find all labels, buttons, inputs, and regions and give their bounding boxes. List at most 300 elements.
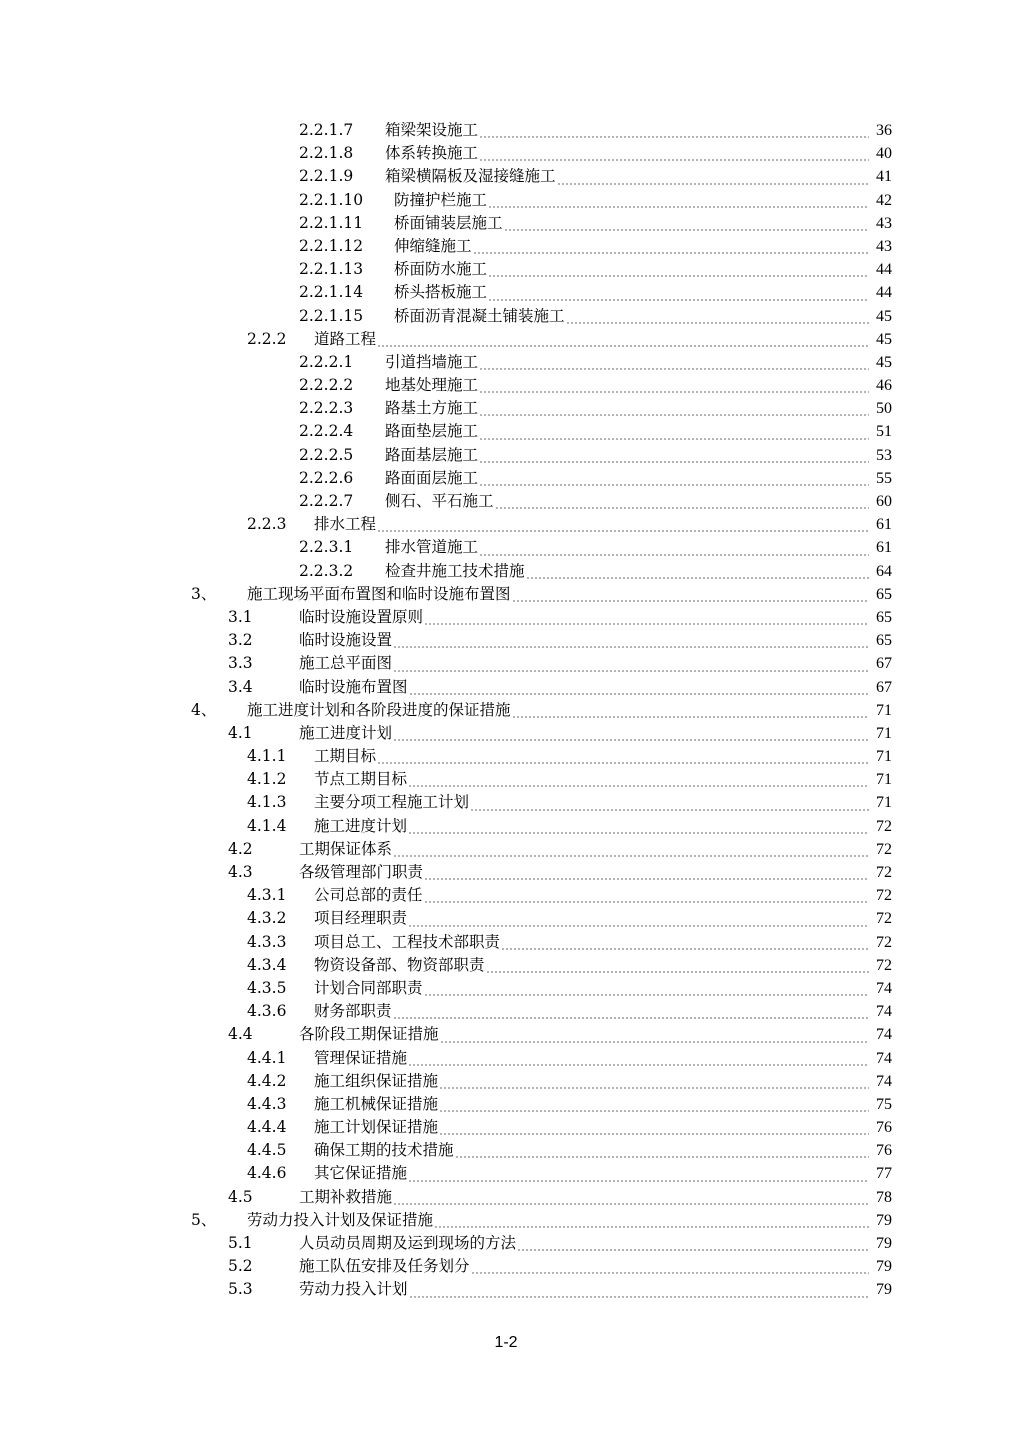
toc-entry[interactable] — [0, 281, 1012, 304]
toc-entry-page: 72 — [876, 933, 892, 951]
toc-entry-title: 道路工程 — [314, 328, 376, 351]
dot-leader — [517, 1249, 869, 1251]
toc-entry-number: 2.2.1.13 — [299, 260, 364, 279]
toc-entry-page: 64 — [876, 562, 892, 580]
toc-entry-page: 42 — [876, 191, 892, 209]
toc-entry-page: 46 — [876, 377, 892, 395]
dot-leader — [526, 577, 869, 579]
dot-leader — [512, 600, 869, 602]
toc-entry-title: 工期保证体系 — [299, 838, 392, 861]
toc-entry[interactable] — [0, 931, 1012, 954]
toc-entry-title-row — [385, 397, 870, 420]
toc-entry[interactable] — [0, 1209, 1012, 1232]
toc-entry-title-row — [314, 815, 870, 838]
toc-entry-title: 检查井施工技术措施 — [385, 560, 525, 583]
dot-leader — [471, 1272, 869, 1274]
toc-entry-title: 临时设施布置图 — [299, 676, 408, 699]
toc-entry-number: 2.2.1.15 — [299, 306, 364, 325]
toc-entry[interactable] — [0, 351, 1012, 374]
toc-entry[interactable] — [0, 1070, 1012, 1093]
toc-entry-title-row — [314, 328, 870, 351]
dot-leader — [424, 901, 869, 903]
toc-entry-number: 4.4.2 — [247, 1071, 287, 1090]
toc-entry-page: 71 — [876, 794, 892, 812]
toc-entry[interactable] — [0, 838, 1012, 861]
toc-entry-title-row — [299, 1232, 870, 1255]
dot-leader — [479, 484, 869, 486]
toc-entry-title: 施工计划保证措施 — [314, 1116, 438, 1139]
toc-entry-number: 5.3 — [228, 1280, 253, 1299]
toc-entry-page: 43 — [876, 214, 892, 232]
toc-entry-title: 箱梁架设施工 — [385, 119, 478, 142]
toc-entry-title-row — [385, 142, 870, 165]
dot-leader — [408, 1064, 869, 1066]
toc-entry[interactable] — [0, 1000, 1012, 1023]
toc-entry[interactable] — [0, 467, 1012, 490]
toc-entry-title-row — [314, 1070, 870, 1093]
toc-entry-page: 65 — [876, 608, 892, 626]
toc-entry-page: 45 — [876, 330, 892, 348]
toc-entry-number: 5.1 — [228, 1234, 253, 1252]
toc-entry[interactable] — [0, 536, 1012, 559]
toc-entry[interactable] — [0, 444, 1012, 467]
dot-leader — [488, 299, 869, 301]
toc-entry-title: 物资设备部、物资部职责 — [314, 954, 485, 977]
toc-entry-page: 79 — [876, 1211, 892, 1229]
toc-entry-number: 2.2.1.9 — [299, 167, 354, 186]
toc-entry[interactable] — [0, 722, 1012, 745]
toc-entry-title: 施工进度计划 — [299, 722, 392, 745]
toc-entry-title: 施工组织保证措施 — [314, 1070, 438, 1093]
toc-entry-title: 施工进度计划 — [314, 815, 407, 838]
toc-entry[interactable] — [0, 1278, 1012, 1301]
toc-entry-title: 工期补救措施 — [299, 1186, 392, 1209]
dot-leader — [504, 229, 869, 231]
dot-leader — [408, 832, 869, 834]
dot-leader — [393, 1017, 869, 1019]
toc-entry[interactable] — [0, 745, 1012, 768]
toc-entry-page: 44 — [876, 261, 892, 279]
toc-entry-title-row — [299, 606, 870, 629]
toc-entry-title: 各阶段工期保证措施 — [299, 1023, 439, 1046]
toc-entry-title-row — [385, 351, 870, 374]
toc-entry-page: 45 — [876, 307, 892, 325]
toc-entry-title: 施工现场平面布置图和临时设施布置图 — [247, 583, 511, 606]
toc-entry-title-row — [247, 1209, 870, 1232]
toc-entry-title: 体系转换施工 — [385, 142, 478, 165]
toc-entry-number: 2.2.2.2 — [299, 376, 354, 395]
toc-entry-page: 36 — [876, 122, 892, 139]
toc-entry-number: 4.4 — [228, 1025, 253, 1044]
toc-entry-title-row — [247, 583, 870, 606]
dot-leader — [479, 159, 869, 161]
toc-entry-page: 79 — [876, 1235, 892, 1252]
toc-entry-title-row — [394, 189, 870, 212]
toc-entry-title-row — [299, 722, 870, 745]
toc-entry-title-row — [299, 838, 870, 861]
toc-entry-page: 72 — [876, 887, 892, 905]
toc-entry[interactable] — [0, 189, 1012, 212]
toc-entry-number: 4.3.4 — [247, 955, 287, 974]
dot-leader — [409, 693, 869, 695]
dot-leader — [393, 670, 869, 672]
toc-entry[interactable] — [0, 1093, 1012, 1116]
toc-entry-number: 4.4.6 — [247, 1164, 287, 1183]
toc-entry-number: 4.4.4 — [247, 1118, 287, 1137]
toc-entry[interactable] — [0, 606, 1012, 629]
toc-entry[interactable] — [0, 977, 1012, 1000]
toc-entry-title-row — [394, 212, 870, 235]
toc-entry-title: 施工总平面图 — [299, 652, 392, 675]
dot-leader — [488, 206, 869, 208]
toc-entry-title: 其它保证措施 — [314, 1162, 407, 1185]
toc-entry-page: 43 — [876, 237, 892, 255]
toc-entry-title-row — [314, 954, 870, 977]
toc-entry-title-row — [314, 1139, 870, 1162]
dot-leader — [479, 554, 869, 556]
toc-entry-page: 79 — [876, 1281, 892, 1299]
toc-entry-number: 4.2 — [228, 839, 253, 858]
toc-entry[interactable] — [0, 1047, 1012, 1070]
toc-entry-title-row — [299, 629, 870, 652]
dot-leader — [408, 925, 869, 927]
toc-entry-number: 2.2.1.8 — [299, 144, 354, 163]
toc-entry-title-row — [385, 560, 870, 583]
toc-entry-number: 4.1.4 — [247, 816, 287, 835]
toc-entry-title: 桥头搭板施工 — [394, 281, 487, 304]
toc-entry-number: 3、 — [191, 584, 217, 603]
dot-leader — [439, 1110, 869, 1112]
toc-entry-page: 65 — [876, 632, 892, 650]
toc-entry[interactable] — [0, 815, 1012, 838]
dot-leader — [424, 878, 869, 880]
dot-leader — [479, 438, 869, 440]
toc-entry-number: 2.2.1.14 — [299, 283, 364, 302]
toc-entry-number: 4.3.2 — [247, 909, 287, 928]
dot-leader — [393, 646, 869, 648]
toc-entry-number: 4.4.1 — [247, 1048, 287, 1067]
toc-entry-number: 2.2.3.1 — [299, 538, 354, 557]
toc-entry-title: 劳动力投入计划 — [299, 1278, 408, 1301]
toc-entry-title-row — [385, 119, 870, 142]
dot-leader — [440, 1041, 869, 1043]
dot-leader — [439, 1087, 869, 1089]
toc-entry-title: 施工进度计划和各阶段进度的保证措施 — [247, 699, 511, 722]
toc-entry-page: 60 — [876, 493, 892, 510]
toc-entry-page: 51 — [876, 423, 892, 441]
toc-entry[interactable] — [0, 142, 1012, 165]
toc-entry[interactable] — [0, 258, 1012, 281]
toc-entry-number: 4.3.1 — [247, 886, 287, 905]
toc-entry-title-row — [299, 861, 870, 884]
toc-entry-title: 桥面防水施工 — [394, 258, 487, 281]
toc-entry-number: 4.4.5 — [247, 1141, 287, 1160]
toc-entry-number: 2.2.1.12 — [299, 236, 364, 255]
toc-entry-number: 3.3 — [228, 654, 253, 673]
toc-entry-number: 2.2.2.6 — [299, 468, 354, 487]
dot-leader — [566, 322, 869, 324]
toc-entry[interactable] — [0, 1232, 1012, 1255]
toc-entry-title-row — [385, 374, 870, 397]
toc-entry-page: 78 — [876, 1188, 892, 1206]
toc-entry-page: 74 — [876, 1072, 892, 1090]
toc-entry-page: 40 — [876, 145, 892, 163]
toc-entry-title: 排水工程 — [314, 513, 376, 536]
toc-entry-title: 公司总部的责任 — [314, 884, 423, 907]
toc-entry-number: 2.2.2 — [247, 329, 287, 348]
dot-leader — [434, 1226, 869, 1228]
toc-entry[interactable] — [0, 1162, 1012, 1185]
toc-entry-number: 4.5 — [228, 1187, 253, 1206]
toc-entry-title-row — [299, 1186, 870, 1209]
toc-entry-title-row — [299, 1023, 870, 1046]
toc-entry-title-row — [247, 699, 870, 722]
toc-entry-page: 74 — [876, 979, 892, 997]
toc-entry-title: 财务部职责 — [314, 1000, 392, 1023]
dot-leader — [439, 1133, 869, 1135]
toc-entry-title-row — [314, 884, 870, 907]
toc-entry-page: 72 — [876, 864, 892, 881]
toc-entry-page: 41 — [876, 168, 892, 186]
page-footer-number: 1-2 — [494, 1334, 518, 1351]
toc-entry-title: 主要分项工程施工计划 — [314, 791, 469, 814]
toc-entry-number: 4.1 — [228, 723, 253, 742]
toc-entry-title-row — [394, 235, 870, 258]
toc-entry-page: 74 — [876, 1003, 892, 1021]
toc-entry-page: 65 — [876, 585, 892, 603]
toc-entry-number: 4.1.2 — [247, 770, 287, 789]
toc-entry-number: 2.2.2.4 — [299, 422, 354, 441]
toc-entry-number: 4.4.3 — [247, 1094, 287, 1113]
toc-entry[interactable] — [0, 652, 1012, 675]
toc-entry[interactable] — [0, 1186, 1012, 1209]
toc-entry-number: 5.2 — [228, 1257, 253, 1276]
toc-entry-title: 确保工期的技术措施 — [314, 1139, 454, 1162]
toc-entry[interactable] — [0, 583, 1012, 606]
toc-entry-page: 55 — [876, 469, 892, 487]
toc-entry-title: 工期目标 — [314, 745, 376, 768]
toc-entry-title-row — [314, 977, 870, 1000]
dot-leader — [479, 136, 869, 138]
toc-entry[interactable] — [0, 791, 1012, 814]
toc-entry-title: 排水管道施工 — [385, 536, 478, 559]
dot-leader — [501, 948, 869, 950]
toc-entry-title: 项目总工、工程技术部职责 — [314, 931, 500, 954]
toc-entry[interactable] — [0, 119, 1012, 142]
toc-entry-title-row — [394, 258, 870, 281]
toc-entry-page: 67 — [876, 678, 892, 696]
toc-entry-title: 地基处理施工 — [385, 374, 478, 397]
toc-entry[interactable] — [0, 1116, 1012, 1139]
toc-entry-title-row — [385, 490, 870, 513]
toc-entry-title-row — [385, 536, 870, 559]
toc-entry-number: 3.1 — [228, 607, 253, 626]
toc-entry-page: 72 — [876, 910, 892, 928]
toc-entry-page: 76 — [876, 1119, 892, 1137]
toc-entry-title: 路面面层施工 — [385, 467, 478, 490]
toc-entry[interactable] — [0, 861, 1012, 884]
toc-entry-title: 桥面铺装层施工 — [394, 212, 503, 235]
toc-entry-title: 路面基层施工 — [385, 444, 478, 467]
toc-entry[interactable] — [0, 397, 1012, 420]
toc-entry[interactable] — [0, 305, 1012, 328]
toc-entry-number: 2.2.2.7 — [299, 492, 354, 510]
toc-entry[interactable] — [0, 560, 1012, 583]
toc-entry-number: 5、 — [191, 1210, 217, 1229]
toc-entry-page: 75 — [876, 1095, 892, 1113]
dot-leader — [377, 530, 869, 532]
toc-entry-title: 人员动员周期及运到现场的方法 — [299, 1232, 516, 1255]
toc-entry-number: 4.3.5 — [247, 978, 287, 997]
dot-leader — [479, 368, 869, 370]
toc-entry-page: 67 — [876, 655, 892, 673]
toc-entry-title: 临时设施设置 — [299, 629, 392, 652]
dot-leader — [393, 855, 869, 857]
dot-leader — [377, 762, 869, 764]
toc-entry-number: 4.3 — [228, 863, 253, 881]
toc-entry-title-row — [385, 467, 870, 490]
toc-entry-title-row — [394, 305, 870, 328]
toc-entry-title-row — [314, 768, 870, 791]
toc-entry-page: 74 — [876, 1049, 892, 1067]
toc-entry-number: 2.2.3.2 — [299, 561, 354, 580]
toc-entry-title-row — [314, 907, 870, 930]
toc-entry-title: 侧石、平石施工 — [385, 490, 494, 513]
toc-entry[interactable] — [0, 1023, 1012, 1046]
toc-entry[interactable] — [0, 1255, 1012, 1278]
toc-entry[interactable] — [0, 676, 1012, 699]
toc-entry[interactable] — [0, 374, 1012, 397]
toc-entry-number: 2.2.2.5 — [299, 445, 354, 464]
toc-entry-title: 项目经理职责 — [314, 907, 407, 930]
toc-entry-page: 72 — [876, 956, 892, 974]
toc-entry[interactable] — [0, 212, 1012, 235]
toc-entry[interactable] — [0, 954, 1012, 977]
toc-entry-title-row — [394, 281, 870, 304]
toc-entry-number: 2.2.2.1 — [299, 352, 354, 371]
toc-entry-number: 2.2.2.3 — [299, 399, 354, 418]
dot-leader — [424, 623, 869, 625]
toc-entry-title: 计划合同部职责 — [314, 977, 423, 1000]
toc-entry[interactable] — [0, 328, 1012, 351]
toc-entry-title-row — [314, 931, 870, 954]
dot-leader — [479, 461, 869, 463]
toc-entry-title-row — [314, 1162, 870, 1185]
toc-entry-page: 61 — [876, 516, 892, 534]
toc-entry-page: 71 — [876, 748, 892, 766]
toc-entry-title-row — [385, 444, 870, 467]
toc-entry-title-row — [299, 652, 870, 675]
dot-leader — [557, 183, 869, 185]
toc-entry-page: 72 — [876, 817, 892, 835]
toc-entry[interactable] — [0, 907, 1012, 930]
toc-entry-title: 管理保证措施 — [314, 1047, 407, 1070]
toc-entry-number: 4.1.1 — [247, 747, 287, 766]
toc-entry-title-row — [299, 1255, 870, 1278]
toc-entry-title: 路面垫层施工 — [385, 420, 478, 443]
toc-entry-number: 2.2.3 — [247, 515, 287, 534]
toc-entry-title: 引道挡墙施工 — [385, 351, 478, 374]
toc-entry-number: 2.2.1.11 — [299, 213, 364, 232]
toc-entry-number: 4、 — [191, 700, 217, 719]
toc-entry-title-row — [385, 420, 870, 443]
toc-entry-page: 76 — [876, 1142, 892, 1160]
toc-entry-title-row — [314, 791, 870, 814]
toc-entry[interactable] — [0, 235, 1012, 258]
toc-entry-page: 71 — [876, 724, 892, 742]
toc-entry[interactable] — [0, 490, 1012, 513]
toc-entry-title-row — [314, 513, 870, 536]
toc-entry-title: 伸缩缝施工 — [394, 235, 472, 258]
toc-entry-title-row — [314, 1093, 870, 1116]
toc-entry-page: 79 — [876, 1258, 892, 1276]
toc-entry-title-row — [385, 165, 870, 188]
toc-entry[interactable] — [0, 420, 1012, 443]
toc-entry-page: 77 — [876, 1165, 892, 1183]
toc-entry-number: 4.3.3 — [247, 932, 287, 951]
dot-leader — [377, 345, 869, 347]
dot-leader — [486, 971, 869, 973]
toc-entry-number: 2.2.1.7 — [299, 121, 354, 139]
dot-leader — [473, 252, 869, 254]
dot-leader — [479, 391, 869, 393]
toc-entry-title-row — [314, 1000, 870, 1023]
toc-entry[interactable] — [0, 513, 1012, 536]
toc-entry-title-row — [299, 1278, 870, 1301]
toc-entry[interactable] — [0, 768, 1012, 791]
toc-entry-page: 74 — [876, 1026, 892, 1044]
dot-leader — [479, 414, 869, 416]
toc-entry-title-row — [314, 1047, 870, 1070]
toc-entry-title: 劳动力投入计划及保证措施 — [247, 1209, 433, 1232]
toc-entry-number: 3.4 — [228, 677, 253, 696]
toc-entry[interactable] — [0, 699, 1012, 722]
toc-entry[interactable] — [0, 884, 1012, 907]
toc-entry-title: 路基土方施工 — [385, 397, 478, 420]
toc-entry-page: 45 — [876, 353, 892, 371]
toc-entry-title-row — [299, 676, 870, 699]
dot-leader — [488, 275, 869, 277]
toc-entry[interactable] — [0, 1139, 1012, 1162]
toc-entry-title: 各级管理部门职责 — [299, 861, 423, 884]
dot-leader — [408, 1180, 869, 1182]
toc-entry-number: 4.3.6 — [247, 1002, 287, 1021]
toc-entry-page: 71 — [876, 701, 892, 719]
toc-entry-title: 施工机械保证措施 — [314, 1093, 438, 1116]
dot-leader — [393, 739, 869, 741]
toc-entry-page: 72 — [876, 840, 892, 858]
dot-leader — [512, 716, 869, 718]
toc-entry-page: 50 — [876, 400, 892, 418]
toc-entry-page: 71 — [876, 771, 892, 789]
dot-leader — [393, 1203, 869, 1205]
toc-entry[interactable] — [0, 629, 1012, 652]
toc-entry-number: 2.2.1.10 — [299, 190, 364, 209]
toc-entry-title-row — [314, 1116, 870, 1139]
toc-entry-title-row — [314, 745, 870, 768]
toc-entry[interactable] — [0, 165, 1012, 188]
toc-entry-title: 箱梁横隔板及湿接缝施工 — [385, 165, 556, 188]
toc-entry-title: 节点工期目标 — [314, 768, 407, 791]
dot-leader — [408, 785, 869, 787]
dot-leader — [470, 809, 869, 811]
table-of-contents — [0, 119, 1012, 1302]
toc-entry-title: 临时设施设置原则 — [299, 606, 423, 629]
toc-entry-page: 53 — [876, 446, 892, 464]
toc-entry-number: 3.2 — [228, 631, 253, 650]
toc-entry-title: 施工队伍安排及任务划分 — [299, 1255, 470, 1278]
dot-leader — [409, 1296, 869, 1298]
